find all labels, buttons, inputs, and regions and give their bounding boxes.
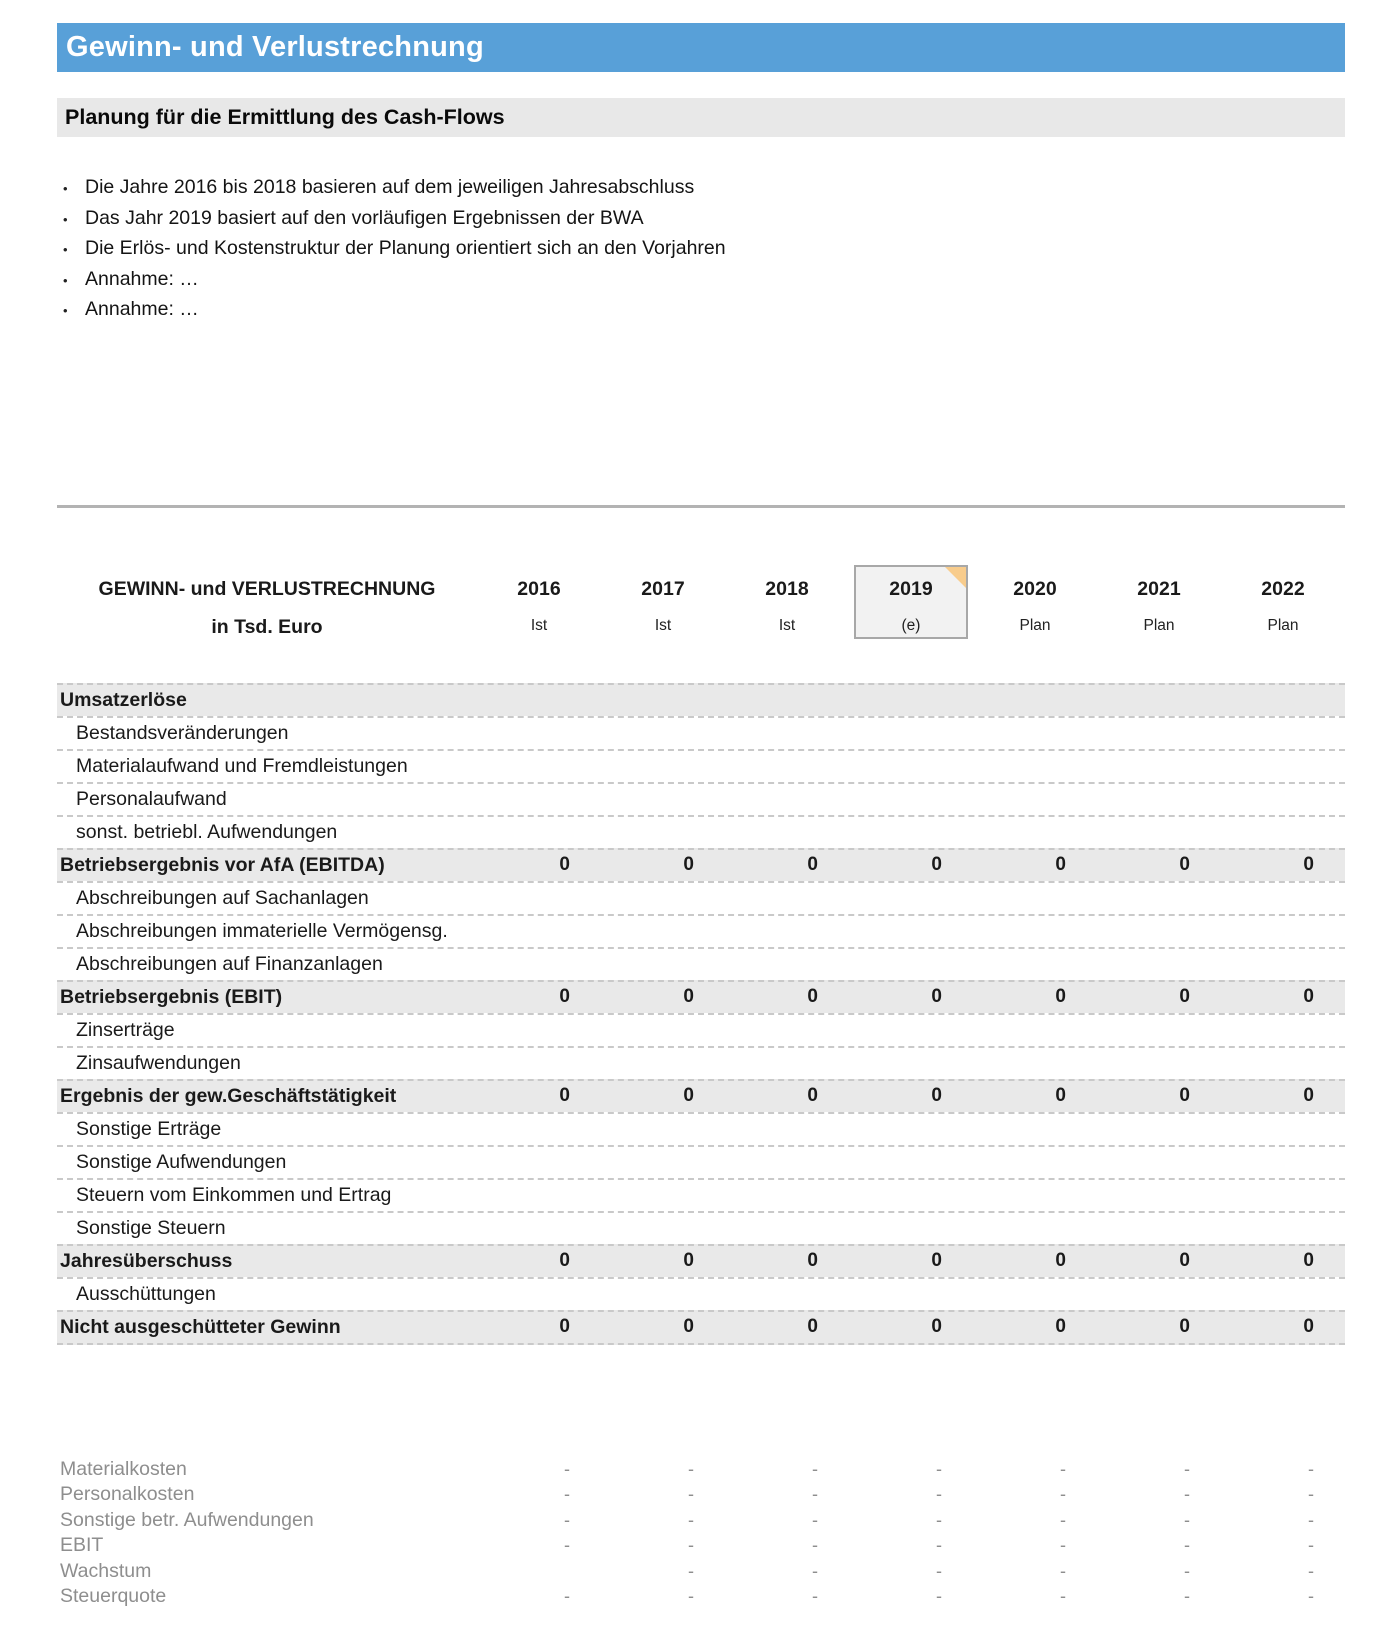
note-item bbox=[63, 234, 1345, 265]
year-column-header[interactable] bbox=[477, 565, 601, 639]
value-cell[interactable]: 0 bbox=[683, 1250, 694, 1271]
value-cell[interactable]: 0 bbox=[807, 1085, 818, 1106]
ratio-value-cell[interactable]: - bbox=[1184, 1458, 1190, 1479]
ratio-row bbox=[57, 1533, 1345, 1559]
value-cell[interactable]: 0 bbox=[931, 1250, 942, 1271]
pnl-table bbox=[57, 683, 1345, 1345]
title-bar bbox=[57, 23, 1345, 72]
table-header bbox=[57, 565, 1345, 639]
ratio-value-cell[interactable]: - bbox=[564, 1509, 570, 1530]
year-label: 2020 bbox=[1013, 577, 1057, 600]
value-cell[interactable]: 0 bbox=[683, 1316, 694, 1337]
table-row bbox=[57, 1211, 1345, 1244]
row-label-cell[interactable]: Zinsaufwendungen bbox=[76, 1051, 241, 1074]
value-cell[interactable]: 0 bbox=[559, 986, 570, 1007]
ratio-label-cell[interactable]: Wachstum bbox=[60, 1559, 152, 1582]
year-column-header[interactable] bbox=[1097, 565, 1221, 639]
value-cell[interactable]: 0 bbox=[807, 986, 818, 1007]
note-text: Annahme: … bbox=[85, 298, 199, 320]
table-title-block bbox=[57, 565, 477, 639]
year-column-header[interactable] bbox=[973, 565, 1097, 639]
note-text: Das Jahr 2019 basiert auf den vorläufigen Ergebnissen der BWA bbox=[85, 206, 644, 229]
value-cell[interactable]: 0 bbox=[1179, 1316, 1190, 1337]
year-label: 2021 bbox=[1137, 577, 1181, 600]
note-item bbox=[63, 204, 1345, 235]
ratio-label-cell[interactable]: Personalkosten bbox=[60, 1483, 195, 1506]
ratio-row bbox=[57, 1457, 1345, 1483]
row-label-cell[interactable]: Abschreibungen auf Finanzanlagen bbox=[76, 952, 383, 975]
row-label-cell[interactable]: Personalaufwand bbox=[76, 787, 227, 810]
subheader-bar bbox=[57, 98, 1345, 137]
ratio-value-cell[interactable]: - bbox=[1184, 1560, 1190, 1581]
table-row bbox=[57, 1178, 1345, 1211]
value-cell[interactable]: 0 bbox=[559, 1316, 570, 1337]
value-cell[interactable]: 0 bbox=[931, 1085, 942, 1106]
year-column-header[interactable] bbox=[725, 565, 849, 639]
value-cell[interactable]: 0 bbox=[683, 854, 694, 875]
value-cell[interactable]: 0 bbox=[1303, 986, 1314, 1007]
ratio-value-cell[interactable]: - bbox=[1060, 1586, 1066, 1607]
ratio-value-cell[interactable]: - bbox=[564, 1458, 570, 1479]
table-row bbox=[57, 947, 1345, 980]
ratio-row bbox=[57, 1508, 1345, 1534]
row-label-cell[interactable]: Abschreibungen immaterielle Vermögensg. bbox=[76, 919, 448, 942]
comment-corner-icon bbox=[945, 567, 966, 588]
page bbox=[57, 23, 1345, 1610]
ratio-value-cell[interactable]: - bbox=[1184, 1586, 1190, 1607]
ratio-value-cell[interactable]: - bbox=[1060, 1484, 1066, 1505]
ratio-label-cell[interactable]: Steuerquote bbox=[60, 1585, 167, 1608]
table-unit-label: in Tsd. Euro bbox=[211, 615, 323, 638]
table-row bbox=[57, 1079, 1345, 1112]
row-label-cell[interactable]: Nicht ausgeschütteter Gewinn bbox=[60, 1315, 341, 1338]
ratio-value-cell[interactable]: - bbox=[812, 1458, 818, 1479]
ratio-value-cell[interactable]: - bbox=[688, 1484, 694, 1505]
ratio-value-cell[interactable]: - bbox=[1308, 1458, 1314, 1479]
value-cell[interactable]: 0 bbox=[1055, 1316, 1066, 1337]
year-label: 2017 bbox=[641, 577, 685, 600]
ratio-value-cell[interactable]: - bbox=[812, 1509, 818, 1530]
ratio-section bbox=[57, 1457, 1345, 1610]
table-title: GEWINN- und VERLUSTRECHNUNG bbox=[98, 577, 436, 600]
ratio-value-cell[interactable]: - bbox=[688, 1509, 694, 1530]
table-row bbox=[57, 881, 1345, 914]
ratio-value-cell[interactable]: - bbox=[936, 1586, 942, 1607]
ratio-value-cell[interactable]: - bbox=[688, 1458, 694, 1479]
row-label-cell[interactable]: Steuern vom Einkommen und Ertrag bbox=[76, 1183, 392, 1206]
ratio-value-cell[interactable]: - bbox=[564, 1535, 570, 1556]
value-cell[interactable]: 0 bbox=[931, 986, 942, 1007]
bullet-icon: • bbox=[63, 303, 68, 318]
ratio-value-cell[interactable]: - bbox=[688, 1586, 694, 1607]
value-cell[interactable]: 0 bbox=[559, 1250, 570, 1271]
ratio-value-cell[interactable]: - bbox=[1308, 1535, 1314, 1556]
ratio-value-cell[interactable]: - bbox=[1308, 1484, 1314, 1505]
value-cell[interactable]: 0 bbox=[807, 854, 818, 875]
table-row bbox=[57, 980, 1345, 1013]
value-cell[interactable]: 0 bbox=[1055, 986, 1066, 1007]
row-label-cell[interactable]: Sonstige Aufwendungen bbox=[76, 1150, 287, 1173]
subheader-title: Planung für die Ermittlung des Cash-Flows bbox=[65, 105, 505, 129]
row-label-cell[interactable]: sonst. betriebl. Aufwendungen bbox=[76, 820, 338, 843]
row-label-cell[interactable]: Betriebsergebnis vor AfA (EBITDA) bbox=[60, 853, 385, 876]
year-sublabel: Plan bbox=[1143, 616, 1175, 634]
bullet-icon: • bbox=[63, 181, 68, 196]
page-title: Gewinn- und Verlustrechnung bbox=[66, 31, 484, 63]
row-label-cell[interactable]: Abschreibungen auf Sachanlagen bbox=[76, 886, 369, 909]
ratio-value-cell[interactable]: - bbox=[936, 1509, 942, 1530]
bullet-icon: • bbox=[63, 272, 68, 288]
section-divider bbox=[57, 505, 1345, 508]
table-row bbox=[57, 848, 1345, 881]
note-item bbox=[63, 265, 1345, 296]
note-text: Die Erlös- und Kostenstruktur der Planung orientiert sich an den Vorjahren bbox=[85, 237, 726, 259]
ratio-label-cell[interactable]: EBIT bbox=[60, 1534, 104, 1557]
ratio-row bbox=[57, 1559, 1345, 1585]
ratio-label-cell[interactable]: Sonstige betr. Aufwendungen bbox=[60, 1508, 314, 1531]
ratio-value-cell[interactable]: - bbox=[1308, 1586, 1314, 1607]
ratio-label-cell[interactable]: Materialkosten bbox=[60, 1457, 187, 1480]
value-cell[interactable]: 0 bbox=[931, 1316, 942, 1337]
note-text: Annahme: … bbox=[85, 267, 199, 290]
value-cell[interactable]: 0 bbox=[1303, 1085, 1314, 1106]
ratio-value-cell[interactable]: - bbox=[936, 1560, 942, 1581]
table-row bbox=[57, 1277, 1345, 1310]
row-label-cell[interactable]: Ausschüttungen bbox=[76, 1282, 216, 1305]
value-cell[interactable]: 0 bbox=[1055, 1250, 1066, 1271]
table-row bbox=[57, 815, 1345, 848]
value-cell[interactable]: 0 bbox=[1303, 1316, 1314, 1337]
ratio-row bbox=[57, 1584, 1345, 1610]
ratio-value-cell[interactable]: - bbox=[812, 1535, 818, 1556]
year-sublabel: Ist bbox=[778, 616, 796, 634]
year-sublabel: (e) bbox=[901, 616, 921, 634]
year-column-header[interactable] bbox=[601, 565, 725, 639]
bullet-icon: • bbox=[63, 242, 68, 257]
row-label-cell[interactable]: Sonstige Steuern bbox=[76, 1216, 226, 1239]
row-label-cell[interactable]: Materialaufwand und Fremdleistungen bbox=[76, 754, 408, 777]
ratio-value-cell[interactable]: - bbox=[812, 1586, 818, 1607]
ratio-value-cell[interactable]: - bbox=[564, 1586, 570, 1607]
ratio-value-cell[interactable]: - bbox=[1308, 1560, 1314, 1581]
table-row bbox=[57, 1013, 1345, 1046]
note-text: Die Jahre 2016 bis 2018 basieren auf dem jeweiligen Jahresabschluss bbox=[85, 176, 695, 198]
ratio-value-cell[interactable]: - bbox=[936, 1535, 942, 1556]
value-cell[interactable]: 0 bbox=[1055, 854, 1066, 875]
ratio-value-cell[interactable]: - bbox=[564, 1484, 570, 1505]
table-row bbox=[57, 1112, 1345, 1145]
table-row bbox=[57, 782, 1345, 815]
ratio-value-cell[interactable]: - bbox=[1060, 1560, 1066, 1581]
ratio-value-cell[interactable]: - bbox=[1060, 1509, 1066, 1530]
table-row bbox=[57, 683, 1345, 716]
row-label-cell[interactable]: Ergebnis der gew.Geschäftstätigkeit bbox=[60, 1084, 397, 1107]
ratio-value-cell[interactable]: - bbox=[936, 1458, 942, 1479]
year-sublabel: Plan bbox=[1019, 616, 1051, 634]
ratio-row bbox=[57, 1482, 1345, 1508]
row-label-cell[interactable]: Umsatzerlöse bbox=[60, 688, 187, 711]
table-row bbox=[57, 1310, 1345, 1345]
note-item bbox=[63, 295, 1345, 326]
value-cell[interactable]: 0 bbox=[1303, 1250, 1314, 1271]
ratio-value-cell[interactable]: - bbox=[812, 1560, 818, 1581]
year-label: 2019 bbox=[889, 577, 933, 600]
year-label: 2018 bbox=[765, 577, 809, 600]
ratio-value-cell[interactable]: - bbox=[936, 1484, 942, 1505]
year-sublabel: Ist bbox=[654, 616, 672, 634]
value-cell[interactable]: 0 bbox=[1179, 986, 1190, 1007]
table-row bbox=[57, 749, 1345, 782]
row-label-cell[interactable]: Bestandsveränderungen bbox=[76, 721, 289, 744]
ratio-value-cell[interactable]: - bbox=[688, 1535, 694, 1556]
table-row bbox=[57, 1244, 1345, 1277]
ratio-value-cell[interactable]: - bbox=[1060, 1535, 1066, 1556]
ratio-value-cell[interactable]: - bbox=[812, 1484, 818, 1505]
row-label-cell[interactable]: Sonstige Erträge bbox=[76, 1117, 222, 1140]
table-row bbox=[57, 1046, 1345, 1079]
table-row bbox=[57, 914, 1345, 947]
year-column-header[interactable] bbox=[854, 565, 968, 639]
year-label: 2022 bbox=[1261, 577, 1305, 600]
row-label-cell[interactable]: Betriebsergebnis (EBIT) bbox=[60, 985, 283, 1008]
value-cell[interactable]: 0 bbox=[807, 1316, 818, 1337]
ratio-value-cell[interactable]: - bbox=[688, 1560, 694, 1581]
value-cell[interactable]: 0 bbox=[559, 1085, 570, 1106]
value-cell[interactable]: 0 bbox=[931, 854, 942, 875]
table-row bbox=[57, 1145, 1345, 1178]
value-cell[interactable]: 0 bbox=[1303, 854, 1314, 875]
value-cell[interactable]: 0 bbox=[1179, 1250, 1190, 1271]
value-cell[interactable]: 0 bbox=[683, 1085, 694, 1106]
ratio-value-cell[interactable]: - bbox=[1060, 1458, 1066, 1479]
ratio-value-cell[interactable]: - bbox=[1308, 1509, 1314, 1530]
note-item bbox=[63, 173, 1345, 204]
year-sublabel: Ist bbox=[530, 616, 548, 634]
ratio-value-cell[interactable]: - bbox=[1184, 1535, 1190, 1556]
value-cell[interactable]: 0 bbox=[807, 1250, 818, 1271]
year-label: 2016 bbox=[517, 577, 561, 600]
value-cell[interactable]: 0 bbox=[1179, 854, 1190, 875]
value-cell[interactable]: 0 bbox=[1055, 1085, 1066, 1106]
bullet-icon: • bbox=[63, 211, 68, 227]
ratio-value-cell[interactable]: - bbox=[1184, 1509, 1190, 1530]
year-column-header[interactable] bbox=[1221, 565, 1345, 639]
row-label-cell[interactable]: Jahresüberschuss bbox=[60, 1249, 233, 1272]
row-label-cell[interactable]: Zinserträge bbox=[76, 1018, 175, 1041]
value-cell[interactable]: 0 bbox=[559, 854, 570, 875]
table-row bbox=[57, 716, 1345, 749]
value-cell[interactable]: 0 bbox=[1179, 1085, 1190, 1106]
year-sublabel: Plan bbox=[1267, 616, 1299, 634]
notes-list bbox=[57, 173, 1345, 326]
value-cell[interactable]: 0 bbox=[683, 986, 694, 1007]
ratio-value-cell[interactable]: - bbox=[1184, 1484, 1190, 1505]
